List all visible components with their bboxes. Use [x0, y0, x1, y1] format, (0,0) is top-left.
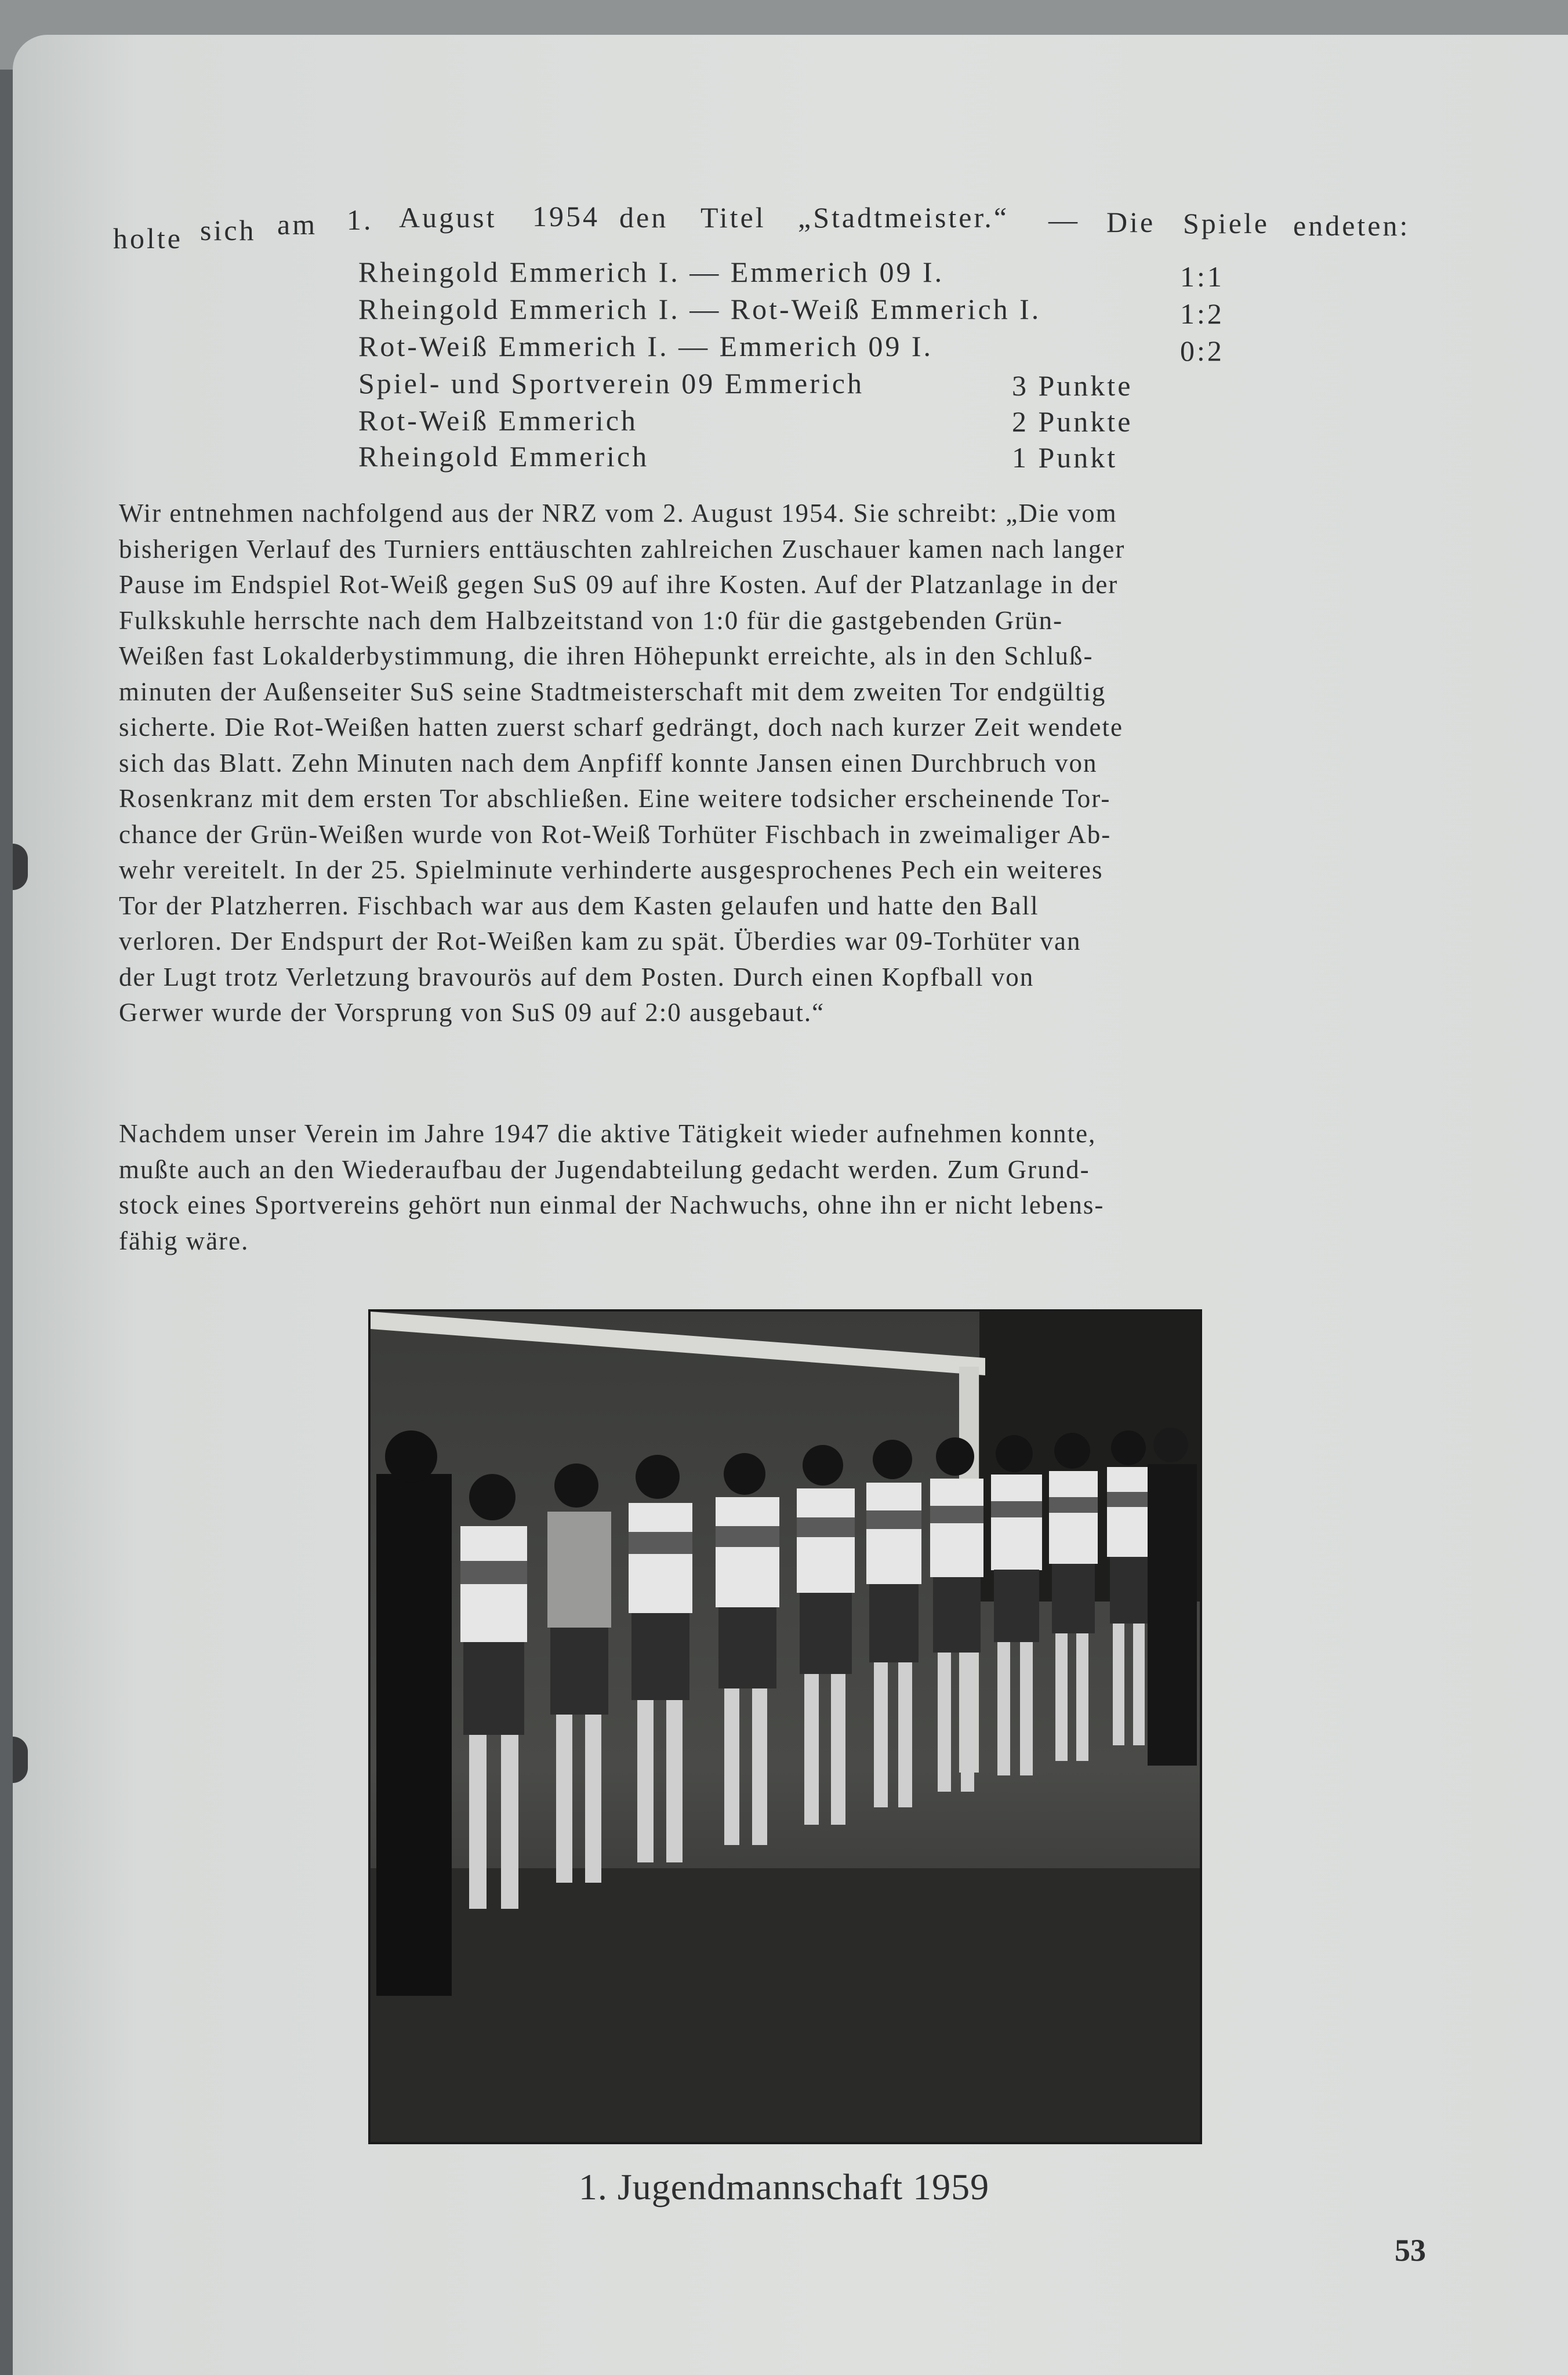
youth-line: Nachdem unser Verein im Jahre 1947 die aktive Tätigkeit wieder aufnehmen konnte,: [119, 1119, 1097, 1148]
report-line: sich das Blatt. Zehn Minuten nach dem Anpfiff konnte Jansen einen Durchbruch von: [119, 748, 1098, 778]
match-score: 1:2: [1180, 297, 1224, 330]
intro-word: den: [619, 201, 669, 234]
report-line: bisherigen Verlauf des Turniers enttäuschten zahlreichen Zuschauer kamen nach langer: [119, 534, 1126, 564]
report-paragraph: [119, 496, 1418, 1031]
intro-word: August: [399, 201, 497, 234]
intro-word: Die: [1106, 206, 1156, 238]
report-line: sicherte. Die Rot-Weißen hatten zuerst scharf gedrängt, doch nach kurzer Zeit wendete: [119, 713, 1123, 742]
match-score: 1:1: [1180, 260, 1224, 293]
intro-word: Spiele: [1183, 207, 1269, 239]
report-line: verloren. Der Endspurt der Rot-Weißen kam zu spät. Überdies war 09-Torhüter van: [119, 927, 1081, 956]
report-line: wehr vereitelt. In der 25. Spielminute verhinderte ausgesprochenes Pech ein weiteres: [119, 855, 1104, 884]
intro-word: „Stadtmeister.“: [798, 201, 1010, 234]
intro-word: sich: [200, 214, 256, 246]
standings-points: 2 Punkte: [1012, 405, 1133, 438]
match-pairing: Rheingold Emmerich I. — Emmerich 09 I.: [358, 256, 945, 288]
page-edge: [0, 70, 13, 2375]
intro-word: endeten:: [1293, 209, 1410, 242]
youth-line: fähig wäre.: [119, 1226, 249, 1255]
youth-line: mußte auch an den Wiederaufbau der Jugendabteilung gedacht werden. Zum Grund-: [119, 1154, 1090, 1184]
page-number: 53: [1395, 2233, 1426, 2268]
standings-team: Rheingold Emmerich: [358, 440, 649, 473]
match-pairing: Rot-Weiß Emmerich I. — Emmerich 09 I.: [358, 330, 933, 362]
report-line: Tor der Platzherren. Fischbach war aus dem Kasten gelaufen und hatte den Ball: [119, 891, 1039, 920]
team-photo-illustration: [371, 1312, 1200, 2142]
standings-team: Spiel- und Sportverein 09 Emmerich: [358, 367, 864, 400]
standings-points: 3 Punkte: [1012, 369, 1133, 402]
report-line: Gerwer wurde der Vorsprung von SuS 09 auf 2:0 ausgebaut.“: [119, 998, 825, 1027]
youth-line: stock eines Sportvereins gehört nun einmal der Nachwuchs, ohne ihn er nicht lebens-: [119, 1190, 1105, 1219]
intro-word: —: [1048, 204, 1080, 236]
standings-points: 1 Punkt: [1012, 441, 1118, 474]
intro-word: 1954: [532, 200, 600, 233]
report-line: Fulkskuhle herrschte nach dem Halbzeitstand von 1:0 für die gastgebenden Grün-: [119, 605, 1064, 635]
photo-caption: 1. Jugendmannschaft 1959: [578, 2166, 990, 2207]
report-line: Wir entnehmen nachfolgend aus der NRZ vom 2. August 1954. Sie schreibt: „Die vom: [119, 499, 1117, 528]
team-photo: [368, 1309, 1202, 2144]
report-line: minuten der Außenseiter SuS seine Stadtmeisterschaft mit dem zweiten Tor endgültig: [119, 677, 1106, 706]
report-line: Pause im Endspiel Rot-Weiß gegen SuS 09 auf ihre Kosten. Auf der Platzanlage in der: [119, 570, 1119, 599]
intro-word: Titel: [700, 201, 766, 234]
report-line: Weißen fast Lokalderbystimmung, die ihren Höhepunkt erreichte, als in den Schluß-: [119, 641, 1094, 670]
intro-word: holte: [113, 222, 183, 255]
youth-paragraph: [119, 1116, 1418, 1259]
report-line: chance der Grün-Weißen wurde von Rot-Weiß Torhüter Fischbach in zweimaliger Ab-: [119, 819, 1112, 849]
match-pairing: Rheingold Emmerich I. — Rot-Weiß Emmerich I.: [358, 293, 1041, 325]
standings-team: Rot-Weiß Emmerich: [358, 404, 638, 437]
report-line: Rosenkranz mit dem ersten Tor abschließen. Eine weitere todsicher erscheinende Tor-: [119, 784, 1111, 813]
report-line: der Lugt trotz Verletzung bravourös auf dem Posten. Durch einen Kopfball von: [119, 962, 1035, 992]
intro-word: 1.: [347, 204, 373, 236]
intro-word: am: [277, 208, 318, 241]
match-score: 0:2: [1180, 335, 1224, 367]
